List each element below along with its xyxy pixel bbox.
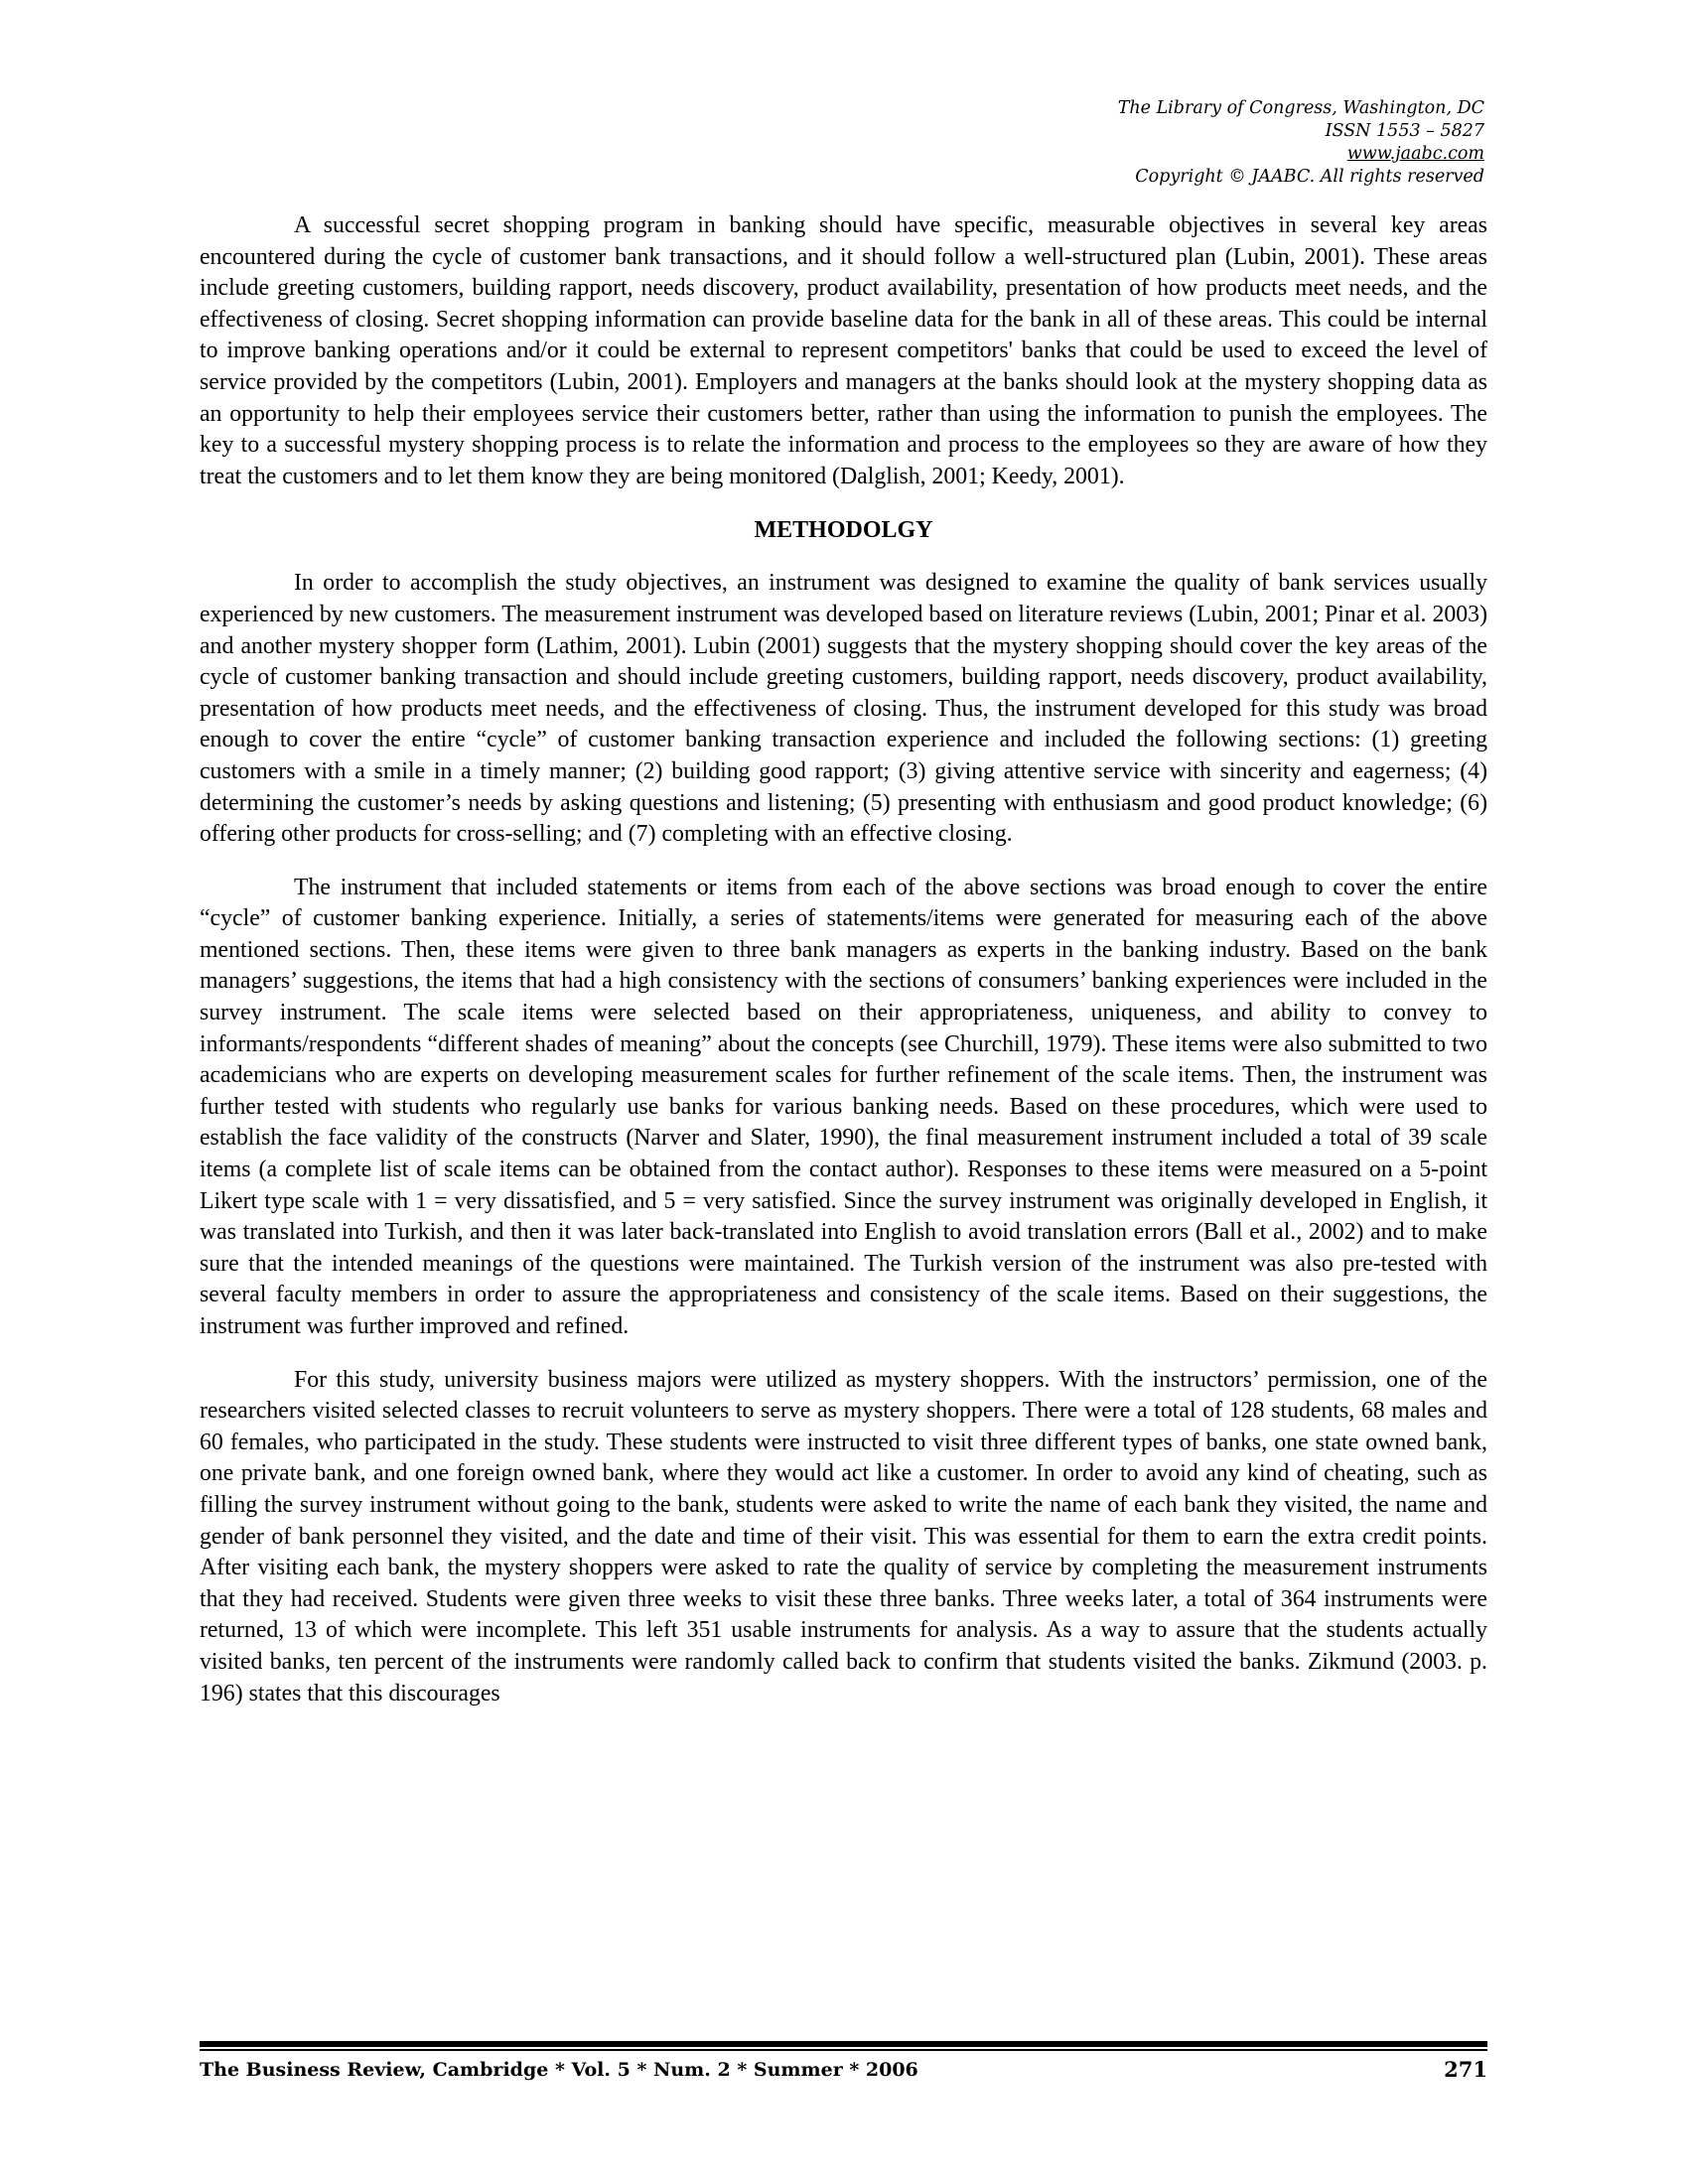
footer-rule-thin [200, 2049, 1487, 2051]
header-issn-line: ISSN 1553 – 5827 [1325, 121, 1484, 141]
paragraph-instrument-design: In order to accomplish the study objectives, an instrument was designed to examine the quality of bank services usually experienced by new customers. The measurement instrument was developed based on literature reviews (Lubin, 2001; Pinar et al. 2003) and another mystery shopper form (Lathim, 2001). Lubin (2001) suggests that the mystery shopping should cover the key areas of the cycle of customer banking transaction and should include greeting customers, building rapport, needs discovery, product availability, presentation of how products meet needs, and the effectiveness of closing. Thus, the instrument developed for this study was broad enough to cover the entire “cycle” of customer banking transaction experience and included the following sections: (1) greeting customers with a smile in a timely manner; (2) building good rapport; (3) giving attentive service with sincerity and eagerness; (4) determining the customer’s needs by asking questions and listening; (5) presenting with enthusiasm and good product knowledge; (6) offering other products for cross-selling; and (7) completing with an effective closing. [200, 570, 1487, 848]
body-text [200, 210, 1487, 1731]
header-website-link[interactable]: www.jaabc.com [1346, 144, 1484, 164]
footer-journal-citation: The Business Review, Cambridge * Vol. 5 * Num. 2 * Summer * 2006 [200, 2059, 918, 2081]
running-header [1118, 97, 1484, 189]
paragraph-mystery-shoppers: For this study, university business majors were utilized as mystery shoppers. With the instructors’ permission, one of the researchers visited selected classes to recruit volunteers to serve as mystery shoppers. There were a total of 128 students, 68 males and 60 females, who participated in the study. These students were instructed to visit three different types of banks, one state owned bank, one private bank, and one foreign owned bank, where they would act like a customer. In order to avoid any kind of cheating, such as filling the survey instrument without going to the bank, students were asked to write the name of each bank they visited, the name and gender of bank personnel they visited, and the date and time of their visit. This was essential for them to earn the extra credit points. After visiting each bank, the mystery shoppers were asked to rate the quality of service by completing the measurement instruments that they had received. Students were given three weeks to visit these three banks. Three weeks later, a total of 364 instruments were returned, 13 of which were incomplete. This left 351 usable instruments for analysis. As a way to assure that the students actually visited banks, ten percent of the instruments were randomly called back to confirm that students visited the banks. Zikmund (2003. p. 196) states that this discourages [200, 1366, 1487, 1706]
page-number: 271 [1444, 2057, 1487, 2082]
running-footer [200, 2055, 1487, 2085]
paragraph-scale-items: The instrument that included statements or items from each of the above sections was broad enough to cover the entire “cycle” of customer banking experience. Initially, a series of statements/items were generated for measuring each of the above mentioned sections. Then, these items were given to three bank managers as experts in the banking industry. Based on the bank managers’ suggestions, the items that had a high consistency with the sections of consumers’ banking experiences were included in the survey instrument. The scale items were selected based on their appropriateness, uniqueness, and ability to convey to informants/respondents “different shades of meaning” about the concepts (see Churchill, 1979). These items were also submitted to two academicians who are experts on developing measurement scales for further refinement of the scale items. Then, the instrument was further tested with students who regularly use banks for various banking needs. Based on these procedures, which were used to establish the face validity of the constructs (Narver and Slater, 1990), the final measurement instrument included a total of 39 scale items (a complete list of scale items can be obtained from the contact author). Responses to these items were measured on a 5-point Likert type scale with 1 = very dissatisfied, and 5 = very satisfied. Since the survey instrument was originally developed in English, it was translated into Turkish, and then it was later back-translated into English to avoid translation errors (Ball et al., 2002) and to make sure that the intended meanings of the questions were maintained. The Turkish version of the instrument was also pre-tested with several faculty members in order to assure the appropriateness and consistency of the scale items. Based on their suggestions, the instrument was further improved and refined. [200, 874, 1487, 1339]
paragraph-secret-shopping: A successful secret shopping program in banking should have specific, measurable objectives in several key areas encountered during the cycle of customer bank transactions, and it should follow a well-structured plan (Lubin, 2001). These areas include greeting customers, building rapport, needs discovery, product availability, presentation of how products meet needs, and the effectiveness of closing. Secret shopping information can provide baseline data for the bank in all of these areas. This could be internal to improve banking operations and/or it could be external to represent competitors' banks that could be used to exceed the level of service provided by the competitors (Lubin, 2001). Employers and managers at the banks should look at the mystery shopping data as an opportunity to help their employees service their customers better, rather than using the information to punish the employees. The key to a successful mystery shopping process is to relate the information and process to the employees so they are aware of how they treat the customers and to let them know they are being monitored (Dalglish, 2001; Keedy, 2001). [200, 212, 1487, 489]
section-heading-methodology: METHODOLGY [754, 517, 933, 544]
header-copyright-line: Copyright © JAABC. All rights reserved [1135, 167, 1484, 187]
footer-rule-thick [200, 2041, 1487, 2047]
header-library-line: The Library of Congress, Washington, DC [1117, 98, 1484, 118]
